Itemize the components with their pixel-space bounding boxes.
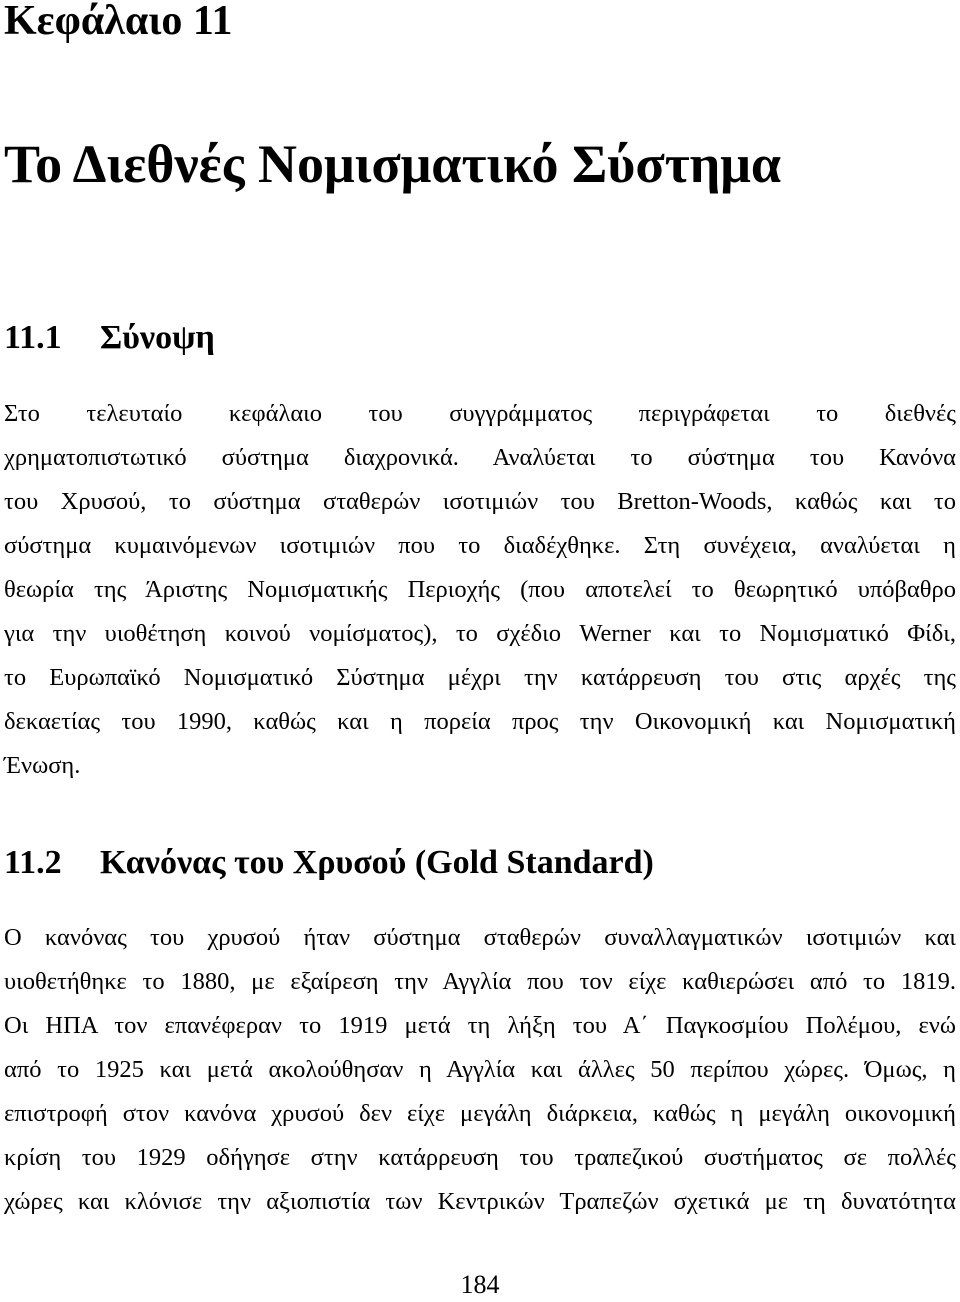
paragraph-line: χρηματοπιστωτικό σύστημα διαχρονικά. Αναλύεται το σύστημα του Κανόνα	[4, 444, 956, 471]
page-number: 184	[460, 1270, 500, 1299]
paragraph-line: για την υιοθέτηση κοινού νομίσματος), το σχέδιο Werner και το Νομισματικό Φίδι,	[4, 620, 956, 647]
section-heading-11-2	[4, 843, 654, 883]
paragraph-line: σύστημα κυμαινόμενων ισοτιμιών που το διαδέχθηκε. Στη συνέχεια, αναλύεται η	[4, 532, 956, 559]
paragraph-line: χώρες και κλόνισε την αξιοπιστία των Κεντρικών Τραπεζών σχετικά με τη δυνατότητα	[4, 1188, 956, 1215]
paragraph-line: δεκαετίας του 1990, καθώς και η πορεία προς την Οικονομική και Νομισματική	[4, 708, 956, 735]
section-number: 11.2	[4, 844, 62, 881]
paragraph-line: Στο τελευταίο κεφάλαιο του συγγράμματος περιγράφεται το διεθνές	[4, 400, 956, 427]
paragraph-line: από το 1925 και μετά ακολούθησαν η Αγγλία και άλλες 50 περίπου χώρες. Όμως, η	[4, 1056, 956, 1083]
chapter-title: Το Διεθνές Νομισματικό Σύστημα	[4, 134, 782, 194]
section-heading-11-1	[4, 318, 215, 358]
paragraph-line: του Χρυσού, το σύστημα σταθερών ισοτιμιών του Bretton-Woods, καθώς και το	[4, 488, 956, 515]
section-title: Κανόνας του Χρυσού (Gold Standard)	[100, 844, 654, 881]
paragraph-line: το Ευρωπαϊκό Νομισματικό Σύστημα μέχρι την κατάρρευση του στις αρχές της	[4, 664, 956, 691]
chapter-label: Κεφάλαιο 11	[4, 0, 233, 44]
paragraph-line: κρίση του 1929 οδήγησε στην κατάρρευση του τραπεζικού συστήματος σε πολλές	[4, 1144, 956, 1171]
paragraph-line: υιοθετήθηκε το 1880, με εξαίρεση την Αγγλία που τον είχε καθιερώσει από το 1819.	[4, 968, 956, 995]
paragraph-line: Οι ΗΠΑ τον επανέφεραν το 1919 μετά τη λήξη του Α΄ Παγκοσμίου Πολέμου, ενώ	[4, 1012, 956, 1039]
paragraph-line: θεωρία της Άριστης Νομισματικής Περιοχής (που αποτελεί το θεωρητικό υπόβαθρο	[4, 576, 956, 603]
section-title: Σύνοψη	[100, 319, 215, 356]
section-11-2-paragraph	[4, 916, 956, 1224]
paragraph-line: επιστροφή στον κανόνα χρυσού δεν είχε μεγάλη διάρκεια, καθώς η μεγάλη οικονομική	[4, 1100, 956, 1127]
paragraph-line: Ένωση.	[4, 752, 81, 779]
paragraph-line: Ο κανόνας του χρυσού ήταν σύστημα σταθερών συναλλαγματικών ισοτιμιών και	[4, 924, 956, 951]
section-11-1-paragraph	[4, 392, 956, 788]
section-number: 11.1	[4, 319, 62, 356]
